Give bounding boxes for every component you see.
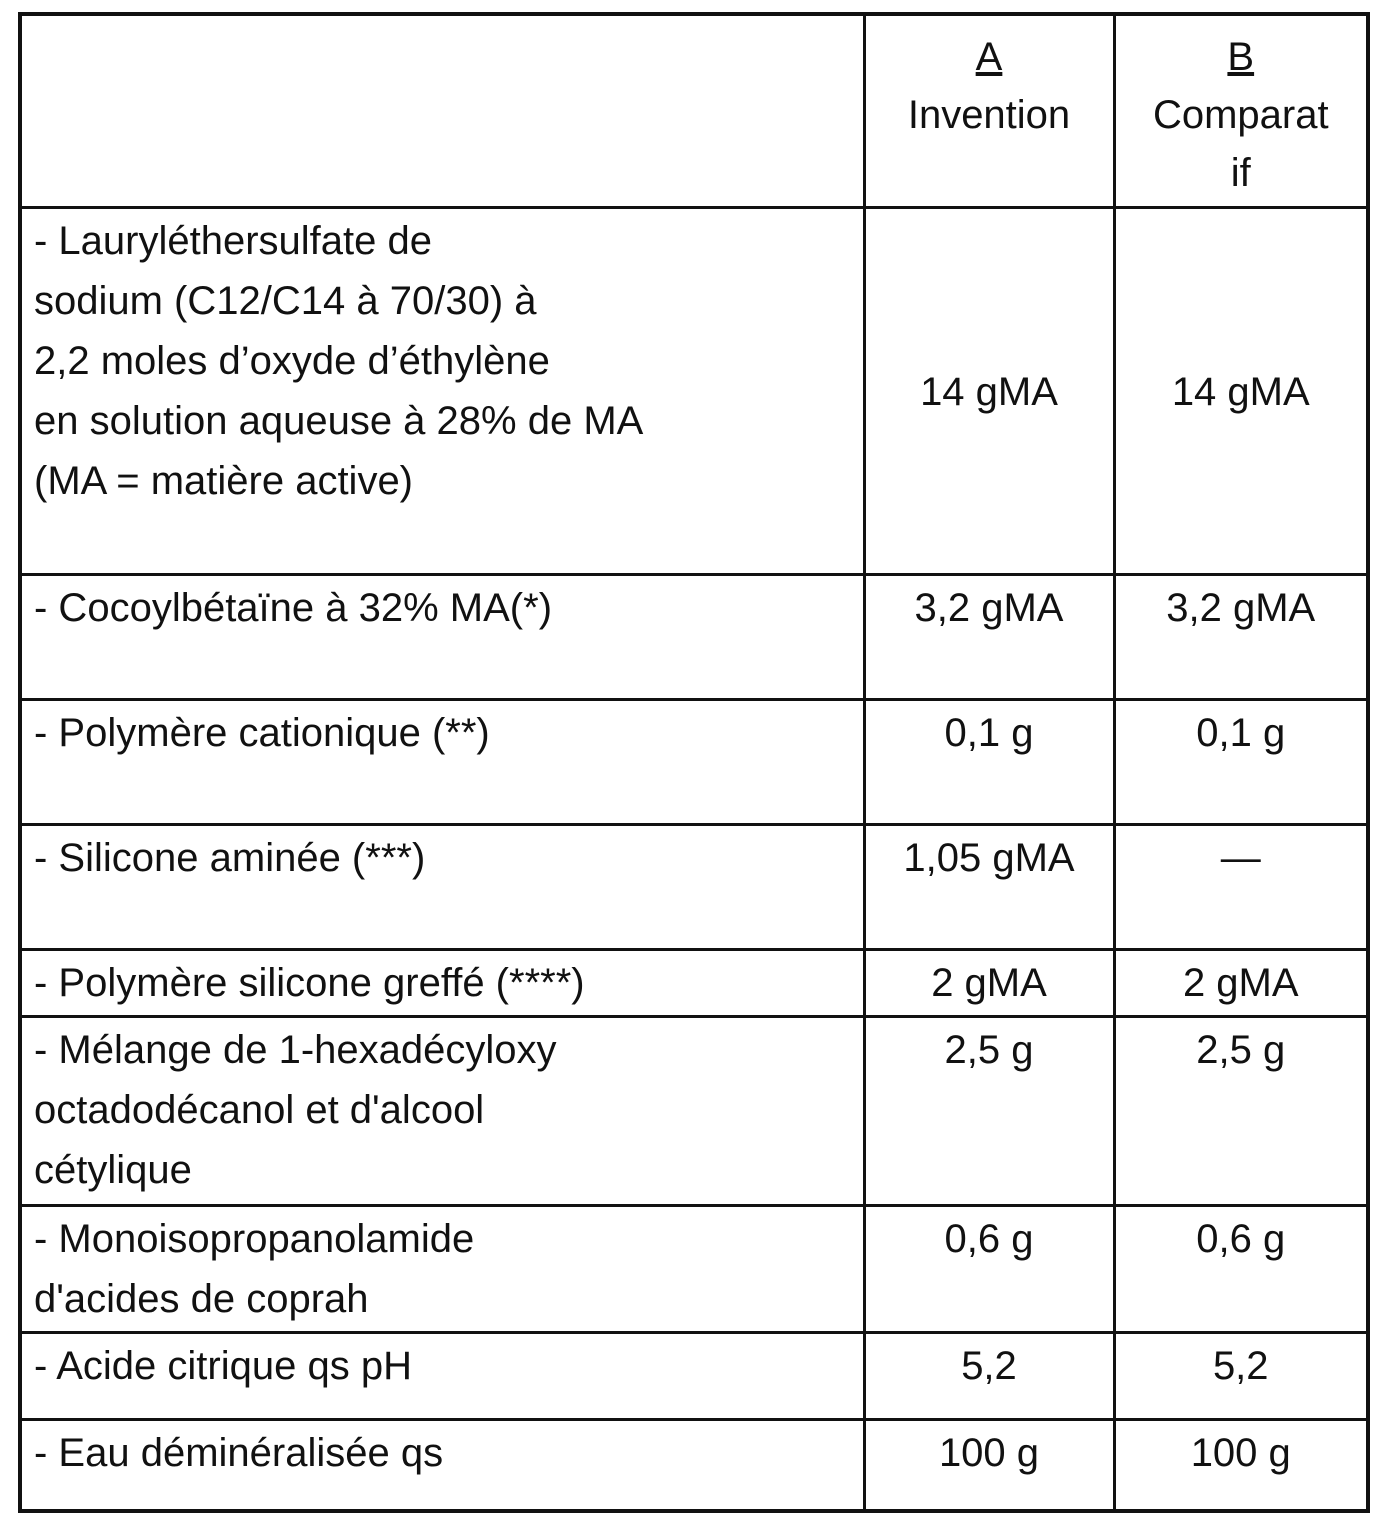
value-b: 3,2 gMA [1114,575,1368,700]
table-row [20,1017,1368,1206]
value-a: 2 gMA [864,950,1114,1017]
formulation-table-container [18,12,1366,1513]
table-row [20,1206,1368,1333]
value-b: 5,2 [1114,1333,1368,1420]
ingredient-label: - Cocoylbétaïne à 32% MA(*) [20,575,864,700]
ingredient-label: - Silicone aminée (***) [20,825,864,950]
ingredient-label: - Acide citrique qs pH [20,1333,864,1420]
ingredient-label: - Mélange de 1-hexadécyloxy octadodécanol et d'alcool cétylique [20,1017,864,1206]
header-column-a [864,14,1114,208]
value-a: 2,5 g [864,1017,1114,1206]
value-a: 3,2 gMA [864,575,1114,700]
table-row [20,1420,1368,1512]
table-row [20,700,1368,825]
table-row [20,575,1368,700]
value-b: 0,6 g [1114,1206,1368,1333]
table-row [20,208,1368,575]
formulation-table [18,12,1370,1513]
table-header-row [20,14,1368,208]
table-row [20,1333,1368,1420]
header-corner-cell [20,14,864,208]
ingredient-label: - Monoisopropanolamide d'acides de coprah [20,1206,864,1333]
value-b: — [1114,825,1368,950]
ingredient-label: - Polymère silicone greffé (****) [20,950,864,1017]
value-a: 14 gMA [864,208,1114,575]
header-column-b [1114,14,1368,208]
column-a-label: Invention [907,93,1071,137]
value-b: 14 gMA [1114,208,1368,575]
value-b: 2,5 g [1114,1017,1368,1206]
table-row [20,950,1368,1017]
value-a: 0,1 g [864,700,1114,825]
column-b-label: Comparat if [1152,93,1329,195]
value-b: 100 g [1114,1420,1368,1512]
ingredient-label: - Polymère cationique (**) [20,700,864,825]
value-a: 1,05 gMA [864,825,1114,950]
column-b-letter: B [1227,35,1255,79]
ingredient-label: - Lauryléthersulfate de sodium (C12/C14 à 70/30) à 2,2 moles d’oxyde d’éthylène en solution aqueuse à 28% de MA (MA = matière active) [20,208,864,575]
ingredient-label: - Eau déminéralisée qs [20,1420,864,1512]
value-a: 100 g [864,1420,1114,1512]
value-a: 5,2 [864,1333,1114,1420]
value-b: 2 gMA [1114,950,1368,1017]
value-a: 0,6 g [864,1206,1114,1333]
value-b: 0,1 g [1114,700,1368,825]
table-row [20,825,1368,950]
column-a-letter: A [975,35,1003,79]
